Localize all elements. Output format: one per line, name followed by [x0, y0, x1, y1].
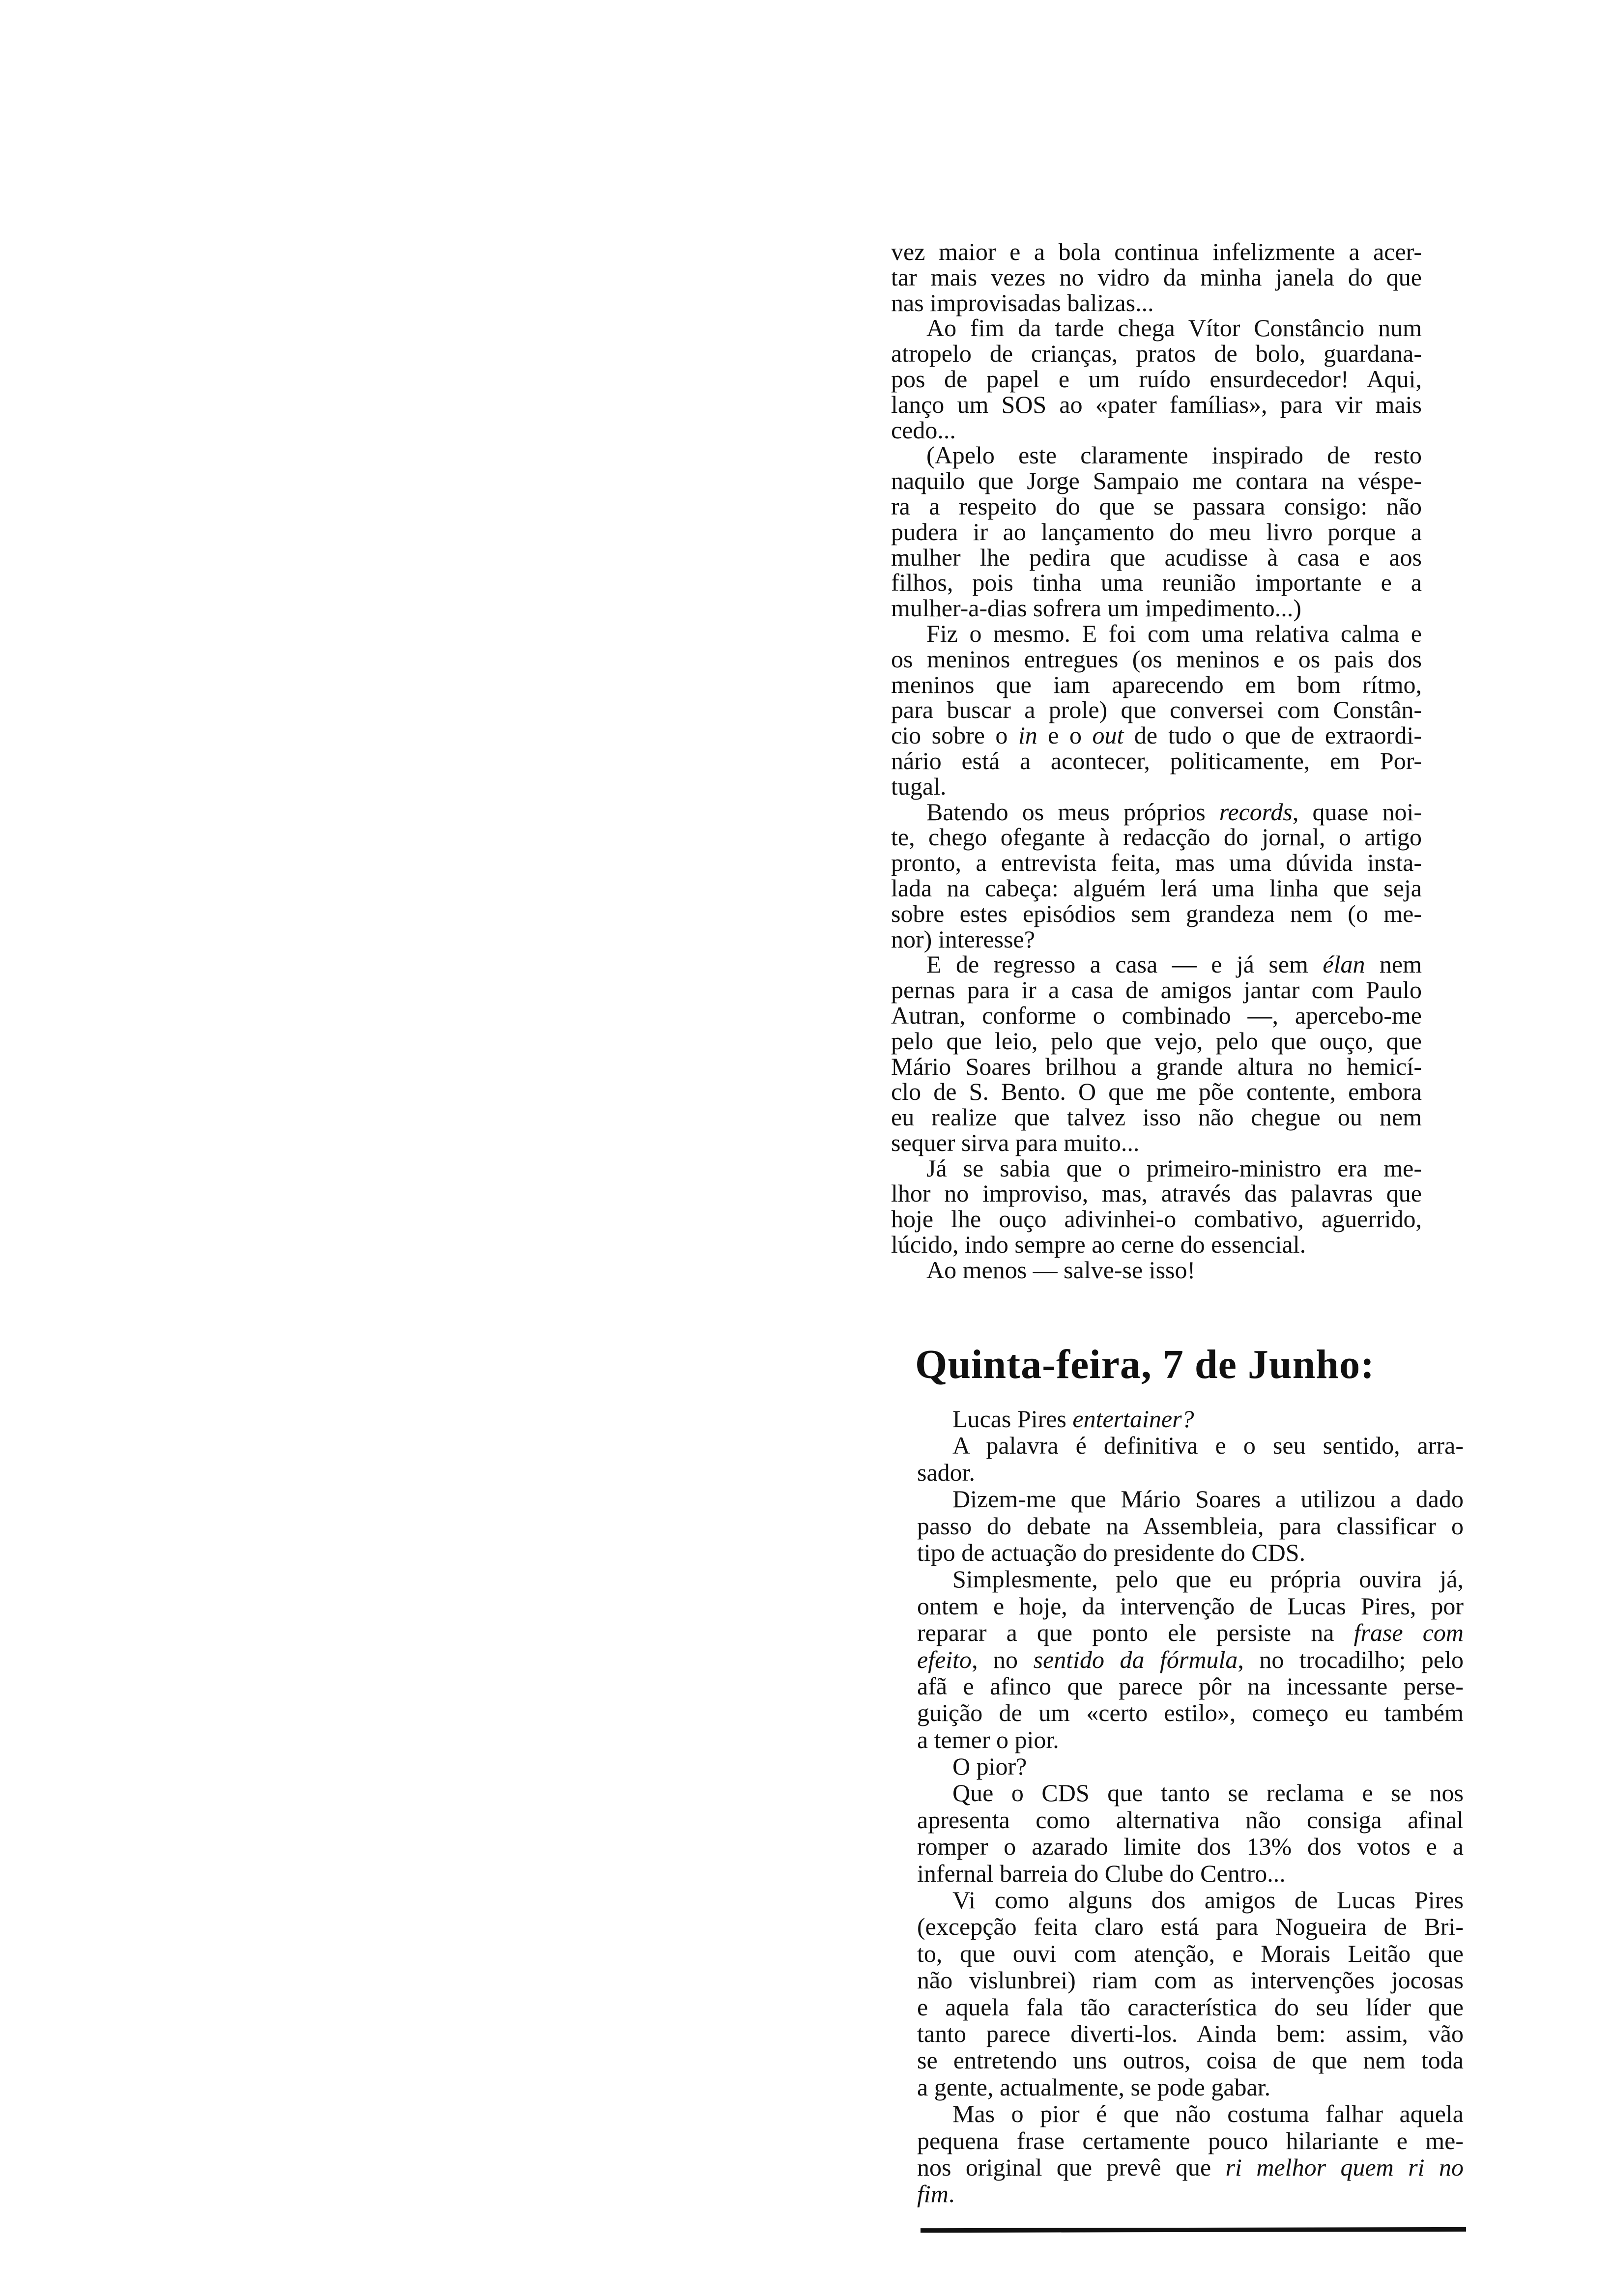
text-line: pos de papel e um ruído ensurdecedor! Aqui, [891, 365, 1422, 393]
paragraph [917, 2100, 1464, 2208]
article-column-wednesday [891, 239, 1422, 1283]
closing-rule-divider [921, 2227, 1466, 2233]
italic-text-segment: in [1018, 721, 1037, 749]
text-line: Dizem-me que Mário Soares a utilizou a dado [952, 1485, 1464, 1513]
text-segment: nem [1365, 950, 1422, 978]
italic-text-segment: sentido da fórmula [1033, 1645, 1238, 1673]
text-line: pequena frase certamente pouco hilariante e me- [917, 2126, 1464, 2154]
text-segment: cio sobre o [891, 721, 1018, 749]
text-line [917, 1406, 1464, 1432]
text-line: os meninos entregues (os meninos e os pais dos [891, 645, 1422, 673]
text-line: clo de S. Bento. O que me põe contente, embora [891, 1078, 1422, 1106]
text-segment: , no trocadilho; pelo [1238, 1645, 1464, 1673]
text-line: atropelo de crianças, pratos de bolo, guardana- [891, 340, 1422, 368]
text-line: passo do debate na Assembleia, para classificar o [917, 1512, 1464, 1540]
italic-text-segment: ri melhor quem ri no [1225, 2153, 1464, 2181]
text-line: hoje lhe ouço adivinhei-o combativo, aguerrido, [891, 1205, 1422, 1233]
text-line: lada na cabeça: alguém lerá uma linha que seja [891, 874, 1422, 902]
text-line: Ao fim da tarde chega Vítor Constâncio num [926, 314, 1422, 342]
text-line [917, 1646, 1464, 1673]
text-line: não vislunbrei) riam com as intervenções jocosas [917, 1966, 1464, 1994]
text-line: pelo que leio, pelo que vejo, pelo que ouço, que [891, 1027, 1422, 1055]
text-segment: de tudo o que de extraordi- [1123, 721, 1422, 749]
text-segment: E de regresso a casa — e já sem [926, 950, 1323, 978]
text-line: pernas para ir a casa de amigos jantar com Paulo [891, 976, 1422, 1004]
text-line: lanço um SOS ao «pater famílias», para vir mais [891, 390, 1422, 418]
paragraph [891, 1156, 1422, 1258]
text-line: afã e afinco que parece pôr na incessante perse- [917, 1672, 1464, 1700]
text-line: a gente, actualmente, se pode gabar. [917, 2073, 1271, 2101]
paragraph [917, 1486, 1464, 1566]
text-line: pronto, a entrevista feita, mas uma dúvida insta- [891, 849, 1422, 877]
text-line: tar mais vezes no vidro da minha janela do que [891, 263, 1422, 291]
text-line: A palavra é definitiva e o seu sentido, arra- [952, 1432, 1464, 1460]
text-line: lúcido, indo sempre ao cerne do essencial. [891, 1231, 1306, 1259]
text-line: apresenta como alternativa não consiga afinal [917, 1806, 1464, 1834]
text-line: Já se sabia que o primeiro-ministro era me- [926, 1154, 1422, 1182]
text-line [917, 2154, 1464, 2181]
paragraph [917, 1779, 1464, 1887]
text-line: filhos, pois tinha uma reunião importante e a [891, 569, 1422, 597]
text-line [917, 2181, 1464, 2207]
text-line: meninos que iam aparecendo em bom rítmo, [891, 670, 1422, 698]
text-line: sequer sirva para muito... [891, 1128, 1140, 1156]
text-line: mulher lhe pedira que acudisse à casa e aos [891, 543, 1422, 571]
text-line [891, 800, 1422, 825]
text-line: Autran, conforme o combinado —, apercebo-me [891, 1001, 1422, 1029]
text-line: Simplesmente, pelo que eu própria ouvira já, [952, 1565, 1464, 1593]
text-line: sador. [917, 1458, 976, 1486]
text-line: cedo... [891, 416, 956, 444]
text-line: para buscar a prole) que conversei com Constân- [891, 696, 1422, 724]
text-line: ra a respeito do que se passara consigo: não [891, 492, 1422, 520]
text-line: Que o CDS que tanto se reclama e se nos [952, 1779, 1464, 1807]
text-segment: nos original que prevê que [917, 2153, 1226, 2181]
text-line: eu realize que talvez isso não chegue ou nem [891, 1103, 1422, 1131]
paragraph [891, 316, 1422, 443]
text-line: nário está a acontecer, politicamente, em Por- [891, 746, 1422, 775]
paragraph [917, 1887, 1464, 2100]
text-line: infernal barreia do Clube do Centro... [917, 1859, 1286, 1887]
paragraph [891, 443, 1422, 621]
text-line: Ao menos — salve-se isso! [926, 1256, 1196, 1284]
text-line: mulher-a-dias sofrera um impedimento...) [891, 594, 1301, 622]
text-line: sobre estes episódios sem grandeza nem (o me- [891, 899, 1422, 927]
text-line [891, 723, 1422, 748]
text-segment: reparar a que ponto ele persiste na [917, 1619, 1354, 1647]
text-line: to, que ouvi com atenção, e Morais Leitão que [917, 1939, 1464, 1967]
text-line: nor) interesse? [891, 925, 1035, 953]
text-segment: . [948, 2180, 955, 2208]
paragraph [891, 621, 1422, 800]
text-line: pudera ir ao lançamento do meu livro porque a [891, 517, 1422, 545]
text-line: tipo de actuação do presidente do CDS. [917, 1538, 1306, 1566]
text-line: naquilo que Jorge Sampaio me contara na véspe- [891, 467, 1422, 495]
paragraph [891, 1258, 1422, 1283]
italic-text-segment: fim [917, 2180, 949, 2208]
text-line: a temer o pior. [917, 1725, 1059, 1753]
paragraph [917, 1406, 1464, 1432]
text-line: (Apelo este claramente inspirado de resto [926, 441, 1422, 469]
text-segment: e o [1037, 721, 1093, 749]
text-line: te, chego ofegante à redacção do jornal, o artigo [891, 823, 1422, 851]
paragraph [917, 1566, 1464, 1753]
text-segment: , no [972, 1645, 1034, 1673]
paragraph [891, 800, 1422, 952]
article-column-thursday [917, 1406, 1464, 2208]
text-line: ontem e hoje, da intervenção de Lucas Pires, por [917, 1592, 1464, 1620]
text-segment: Batendo os meus próprios [926, 798, 1219, 826]
italic-text-segment: entertainer? [1072, 1405, 1194, 1433]
text-line: tugal. [891, 772, 947, 800]
text-line [891, 952, 1422, 977]
text-segment: Lucas Pires [952, 1405, 1073, 1433]
paragraph [917, 1432, 1464, 1486]
paragraph [891, 952, 1422, 1155]
paragraph [891, 239, 1422, 316]
text-line [917, 1619, 1464, 1646]
text-line: vez maior e a bola continua infelizmente a acer- [891, 238, 1422, 265]
text-line: (excepção feita claro está para Nogueira de Bri- [917, 1913, 1464, 1941]
text-line: Mas o pior é que não costuma falhar aquela [952, 2100, 1464, 2128]
section-heading: Quinta-feira, 7 de Junho: [915, 1342, 1375, 1387]
text-line: guição de um «certo estilo», começo eu também [917, 1699, 1464, 1727]
paragraph [917, 1753, 1464, 1779]
text-line: lhor no improviso, mas, através das palavras que [891, 1179, 1422, 1207]
text-line: romper o azarado limite dos 13% dos votos e a [917, 1833, 1464, 1861]
text-line: se entretendo uns outros, coisa de que nem toda [917, 2046, 1464, 2074]
italic-text-segment: out [1092, 721, 1124, 749]
text-line: tanto parece diverti-los. Ainda bem: assim, vão [917, 2019, 1464, 2047]
text-line: O pior? [952, 1752, 1027, 1780]
italic-text-segment: efeito [917, 1645, 972, 1673]
italic-text-segment: élan [1323, 950, 1365, 978]
text-line: nas improvisadas balizas... [891, 288, 1154, 316]
text-line: e aquela fala tão característica do seu líder que [917, 1993, 1464, 2021]
italic-text-segment: records [1219, 798, 1293, 826]
text-line: Mário Soares brilhou a grande altura no hemicí- [891, 1052, 1422, 1080]
text-line: Fiz o mesmo. E foi com uma relativa calma e [926, 619, 1422, 647]
italic-text-segment: frase com [1353, 1619, 1464, 1647]
text-segment: , quase noi- [1292, 798, 1422, 826]
text-line: Vi como alguns dos amigos de Lucas Pires [952, 1886, 1464, 1914]
